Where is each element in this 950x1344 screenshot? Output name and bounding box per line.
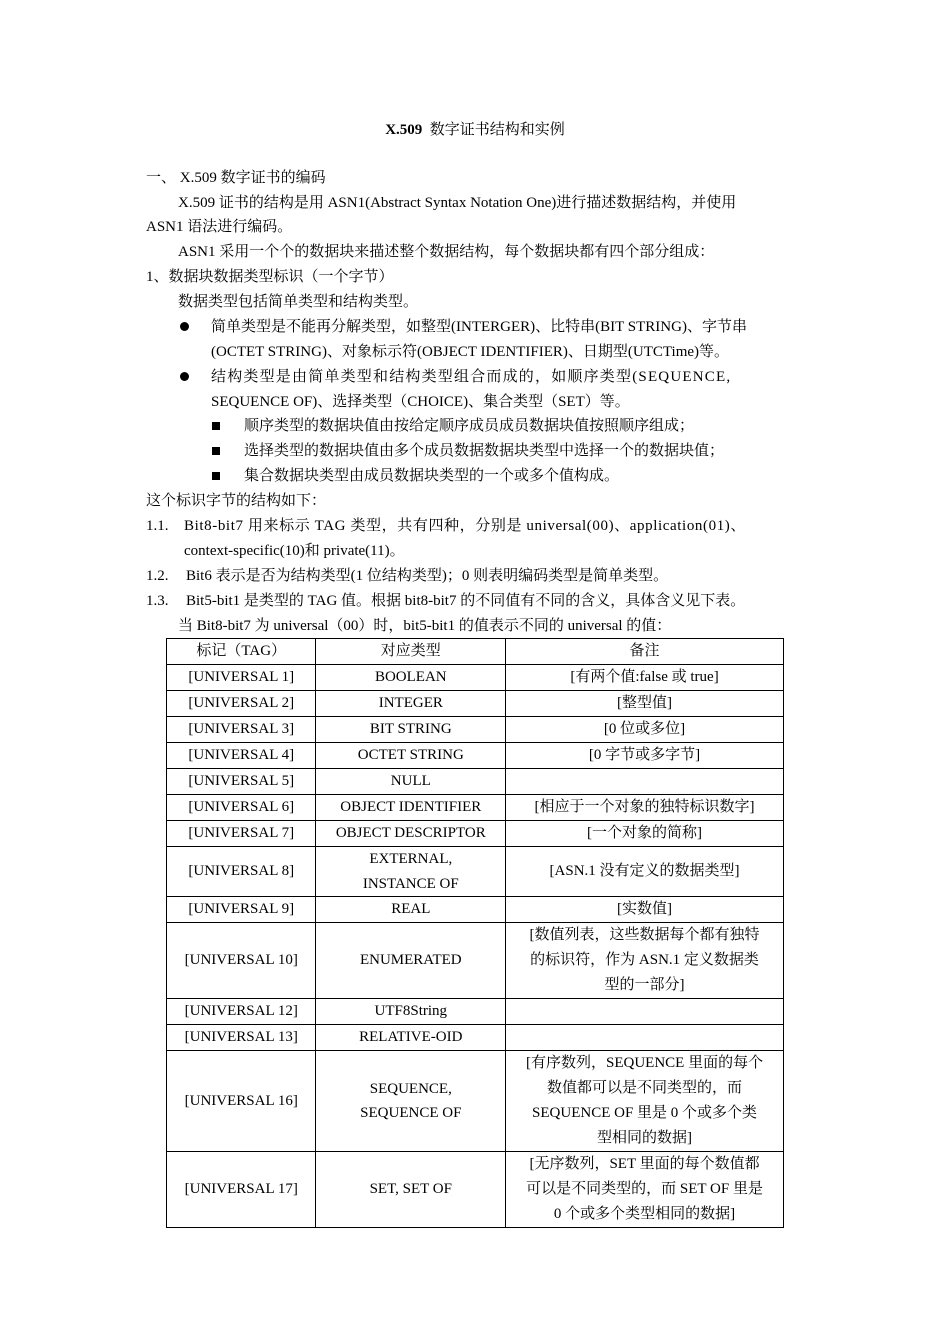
cell-tag: [UNIVERSAL 17]	[167, 1152, 316, 1228]
document-title	[0, 118, 950, 139]
cell-type-line: BOOLEAN	[374, 669, 447, 686]
cell-note-line: 0 个或多个类型相同的数据]	[553, 1206, 736, 1222]
bullet-dot-icon	[180, 322, 189, 331]
cell-note-line: [0 字节或多字节]	[588, 747, 701, 763]
cell-type	[316, 1051, 506, 1152]
universal-tag-table	[166, 638, 784, 1228]
cell-note	[506, 847, 784, 897]
cell-note-line	[512, 1025, 777, 1050]
s12-number: 1.2.	[146, 568, 169, 584]
cell-tag: [UNIVERSAL 10]	[167, 923, 316, 999]
bullet2-line1: 结构类型是由简单类型和结构类型组合而成的，如顺序类型(SEQUENCE,	[211, 369, 732, 385]
cell-type-line: EXTERNAL,	[369, 851, 453, 867]
s11-number: 1.1.	[146, 518, 169, 534]
table-row	[167, 923, 784, 999]
cell-tag: [UNIVERSAL 4]	[167, 743, 316, 769]
cell-note	[506, 897, 784, 923]
cell-type	[316, 847, 506, 897]
table-row	[167, 1051, 784, 1152]
cell-tag: [UNIVERSAL 16]	[167, 1051, 316, 1152]
cell-note	[506, 665, 784, 691]
cell-tag: [UNIVERSAL 7]	[167, 821, 316, 847]
cell-note	[506, 717, 784, 743]
structure-intro: 这个标识字节的结构如下：	[146, 493, 327, 509]
cell-type-line: INSTANCE OF	[362, 875, 459, 892]
cell-type	[316, 665, 506, 691]
cell-note-line: [整型值]	[617, 695, 673, 711]
cell-tag: [UNIVERSAL 9]	[167, 897, 316, 923]
table-intro: 当 Bit8-bit7 为 universal（00）时，bit5-bit1 的值表示不同的 universal 的值：	[178, 618, 672, 634]
cell-note	[506, 795, 784, 821]
bullet2-line2: SEQUENCE OF)、选择类型（CHOICE)、集合类型（SET）等。	[211, 394, 630, 410]
s12-text: Bit6 表示是否为结构类型(1 位结构类型)；0 则表明编码类型是简单类型。	[186, 568, 669, 584]
cell-note-line: [有两个值:false 或 true]	[570, 669, 719, 685]
table-row	[167, 1025, 784, 1051]
cell-type	[316, 999, 506, 1025]
cell-type-line: SEQUENCE OF	[360, 1105, 462, 1121]
cell-note-line: [ASN.1 没有定义的数据类型]	[549, 863, 740, 879]
table-row	[167, 847, 784, 897]
cell-note-line: [实数值]	[617, 901, 673, 917]
s13-number: 1.3.	[146, 593, 169, 609]
cell-type-line: OBJECT IDENTIFIER	[340, 799, 482, 816]
table-row	[167, 821, 784, 847]
header-type: 对应类型	[316, 639, 506, 665]
table-row	[167, 769, 784, 795]
item1-heading: 1、数据块数据类型标识（一个字节）	[146, 269, 394, 285]
table-row	[167, 743, 784, 769]
cell-type	[316, 691, 506, 717]
cell-note-line: 型相同的数据]	[597, 1130, 693, 1146]
cell-type	[316, 769, 506, 795]
cell-note-line: [无序数列，SET 里面的每个数值都	[529, 1156, 760, 1172]
cell-tag: [UNIVERSAL 8]	[167, 847, 316, 897]
cell-tag: [UNIVERSAL 13]	[167, 1025, 316, 1051]
cell-type-line: SEQUENCE,	[369, 1080, 452, 1097]
s13-text: Bit5-bit1 是类型的 TAG 值。根据 bit8-bit7 的不同值有不同的含义，具体含义见下表。	[186, 593, 746, 609]
cell-note	[506, 769, 784, 795]
cell-note	[506, 999, 784, 1025]
title-bold: X.509	[385, 122, 423, 138]
sub-bullet-3: 集合数据块类型由成员数据块类型的一个或多个值构成。	[244, 468, 620, 484]
cell-note	[506, 821, 784, 847]
square-bullet-icon	[212, 447, 220, 455]
cell-tag: [UNIVERSAL 2]	[167, 691, 316, 717]
sub-bullet-1: 顺序类型的数据块值由按给定顺序成员成员数据块值按照顺序组成；	[244, 418, 695, 434]
s11-line1: Bit8-bit7 用来标示 TAG 类型，共有四种，分别是 universal(00)、application(01)、	[184, 518, 747, 534]
cell-type	[316, 795, 506, 821]
cell-note-line: [相应于一个对象的独特标识数字]	[534, 799, 755, 815]
para2: ASN1 采用一个个的数据块来描述整个数据结构，每个数据块都有四个部分组成：	[178, 244, 715, 260]
bullet1-line1: 简单类型是不能再分解类型，如整型(INTERGER)、比特串(BIT STRING)、字节串	[211, 319, 747, 335]
para1-line2: ASN1 语法进行编码。	[146, 219, 293, 235]
square-bullet-icon	[212, 422, 220, 430]
cell-type	[316, 717, 506, 743]
cell-tag: [UNIVERSAL 3]	[167, 717, 316, 743]
cell-type	[316, 1025, 506, 1051]
bullet-dot-icon	[180, 372, 189, 381]
cell-type	[316, 821, 506, 847]
cell-note-line: [一个对象的简称]	[587, 825, 703, 841]
cell-note-line: 可以是不同类型的，而 SET OF 里是	[526, 1181, 763, 1197]
cell-note-line: [0 位或多位]	[603, 721, 686, 737]
section1-heading: 一、 X.509 数字证书的编码	[146, 170, 326, 186]
item1-intro: 数据类型包括简单类型和结构类型。	[178, 294, 419, 310]
table-row	[167, 691, 784, 717]
cell-type	[316, 923, 506, 999]
cell-note	[506, 1025, 784, 1051]
cell-note-line: 型的一部分]	[604, 977, 685, 993]
cell-type-line: ENUMERATED	[359, 952, 462, 969]
cell-note	[506, 691, 784, 717]
table-row	[167, 665, 784, 691]
cell-note	[506, 743, 784, 769]
table-row	[167, 999, 784, 1025]
table-row	[167, 897, 784, 923]
cell-note-line	[512, 769, 777, 794]
cell-type-line: UTF8String	[374, 1003, 448, 1020]
square-bullet-icon	[212, 472, 220, 480]
table-row	[167, 1152, 784, 1228]
cell-type	[316, 897, 506, 923]
cell-type-line: SET, SET OF	[369, 1181, 452, 1198]
cell-tag: [UNIVERSAL 5]	[167, 769, 316, 795]
cell-tag: [UNIVERSAL 6]	[167, 795, 316, 821]
table-row	[167, 795, 784, 821]
cell-note-line: SEQUENCE OF 里是 0 个或多个类	[532, 1105, 758, 1121]
cell-type-line: REAL	[391, 901, 431, 918]
title-rest: 数字证书结构和实例	[429, 122, 565, 138]
cell-type-line: INTEGER	[378, 695, 443, 712]
cell-type	[316, 743, 506, 769]
cell-note-line: 数值都可以是不同类型的，而	[547, 1080, 743, 1096]
cell-note	[506, 1051, 784, 1152]
cell-type	[316, 1152, 506, 1228]
cell-tag: [UNIVERSAL 12]	[167, 999, 316, 1025]
cell-tag: [UNIVERSAL 1]	[167, 665, 316, 691]
cell-note-line: [有序数列，SEQUENCE 里面的每个	[526, 1055, 764, 1071]
table-row	[167, 717, 784, 743]
cell-note	[506, 1152, 784, 1228]
cell-type-line: RELATIVE-OID	[359, 1029, 463, 1046]
cell-note-line: 的标识符，作为 ASN.1 定义数据类	[530, 952, 759, 968]
table-header-row	[167, 639, 784, 665]
cell-note-line: [数值列表，这些数据每个都有独特	[529, 927, 760, 943]
cell-note	[506, 923, 784, 999]
s11-line2: context-specific(10)和 private(11)。	[184, 543, 405, 559]
cell-type-line: OBJECT DESCRIPTOR	[335, 825, 486, 842]
cell-type-line: BIT STRING	[369, 721, 452, 738]
header-tag: 标记（TAG）	[167, 639, 316, 665]
para1-line1: X.509 证书的结构是用 ASN1(Abstract Syntax Notation One)进行描述数据结构，并使用	[178, 195, 737, 211]
cell-type-line: OCTET STRING	[357, 747, 464, 764]
sub-bullet-2: 选择类型的数据块值由多个成员数据数据块类型中选择一个的数据块值；	[244, 443, 725, 459]
bullet1-line2: (OCTET STRING)、对象标示符(OBJECT IDENTIFIER)、日期型(UTCTime)等。	[211, 344, 730, 360]
cell-type-line: NULL	[390, 773, 431, 790]
cell-note-line	[512, 999, 777, 1024]
header-note: 备注	[506, 639, 784, 665]
table-body	[167, 665, 784, 1228]
